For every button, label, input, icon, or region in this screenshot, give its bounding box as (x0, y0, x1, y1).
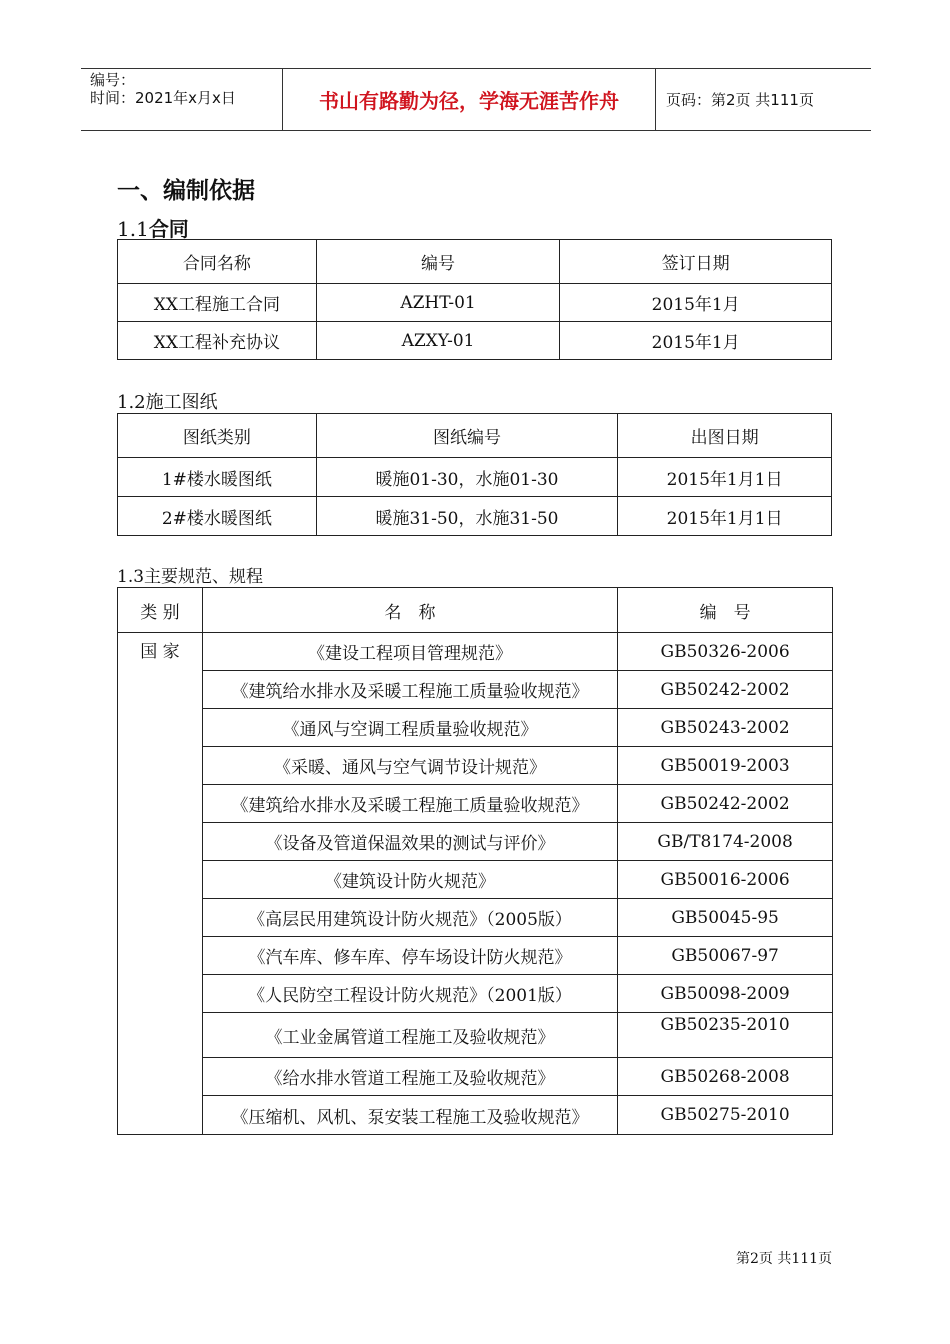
table-row (118, 747, 833, 785)
column-header: 名 称 (202, 588, 617, 633)
category-cell: 国 家 (118, 633, 203, 1135)
table-row (118, 1096, 833, 1135)
table-cell: 《汽车库、修车库、停车场设计防火规范》 (202, 937, 617, 975)
table-cell: 《建筑给水排水及采暖工程施工质量验收规范》 (202, 671, 617, 709)
contracts-heading (117, 213, 189, 242)
table-row (118, 823, 833, 861)
table-cell: 《给水排水管道工程施工及验收规范》 (202, 1058, 617, 1096)
table-header-row (118, 414, 832, 458)
table-cell: XX工程施工合同 (118, 284, 317, 322)
table-cell: AZHT-01 (316, 284, 560, 322)
table-cell: GB50045-95 (618, 899, 833, 937)
table-row (118, 709, 833, 747)
table-cell: 《通风与空调工程质量验收规范》 (202, 709, 617, 747)
table-cell: GB50019-2003 (618, 747, 833, 785)
table-cell: GB50242-2002 (618, 785, 833, 823)
table-row (118, 1058, 833, 1096)
page-header (81, 68, 871, 131)
header-motto: 书山有路勤为径，学海无涯苦作舟 (282, 69, 656, 130)
table-cell: GB/T8174-2008 (618, 823, 833, 861)
contracts-table (117, 239, 832, 360)
column-header: 编 号 (618, 588, 833, 633)
table-cell: GB50275-2010 (618, 1096, 833, 1135)
number-label: 编号： (90, 71, 136, 89)
drawings-heading: 1.2施工图纸 (117, 392, 218, 413)
table-row (118, 633, 833, 671)
table-cell: GB50243-2002 (618, 709, 833, 747)
table-cell: GB50242-2002 (618, 671, 833, 709)
table-cell: 暖施01-30，水施01-30 (316, 458, 618, 497)
table-cell: GB50235-2010 (618, 1013, 833, 1058)
column-header: 图纸类别 (118, 414, 317, 458)
contracts-heading-num: 1.1 (117, 217, 149, 241)
table-row (118, 861, 833, 899)
table-cell: GB50326-2006 (618, 633, 833, 671)
drawings-table (117, 413, 832, 536)
table-cell: 暖施31-50，水施31-50 (316, 497, 618, 536)
column-header: 合同名称 (118, 240, 317, 284)
standards-table (117, 587, 833, 1135)
table-cell: 《人民防空工程设计防火规范》（2001版） (202, 975, 617, 1013)
table-cell: 2015年1月 (560, 322, 832, 360)
table-row (118, 785, 833, 823)
table-row (118, 284, 832, 322)
table-row (118, 497, 832, 536)
column-header: 类 别 (118, 588, 203, 633)
column-header: 图纸编号 (316, 414, 618, 458)
table-cell: 2015年1月1日 (618, 458, 832, 497)
table-cell: 2015年1月1日 (618, 497, 832, 536)
table-cell: 1#楼水暖图纸 (118, 458, 317, 497)
table-cell: 《建设工程项目管理规范》 (202, 633, 617, 671)
standards-heading: 1.3主要规范、规程 (117, 567, 264, 587)
table-row (118, 937, 833, 975)
table-row (118, 899, 833, 937)
table-cell: XX工程补充协议 (118, 322, 317, 360)
table-cell: 《采暖、通风与空气调节设计规范》 (202, 747, 617, 785)
column-header: 签订日期 (560, 240, 832, 284)
table-header-row (118, 240, 832, 284)
table-cell: GB50016-2006 (618, 861, 833, 899)
table-cell: GB50268-2008 (618, 1058, 833, 1096)
table-cell: 《压缩机、风机、泵安装工程施工及验收规范》 (202, 1096, 617, 1135)
page-footer: 第2页 共111页 (736, 1251, 833, 1267)
table-cell: 《工业金属管道工程施工及验收规范》 (202, 1013, 617, 1058)
contracts-heading-text: 合同 (148, 217, 189, 241)
table-row (118, 671, 833, 709)
table-row (118, 458, 832, 497)
table-cell: GB50098-2009 (618, 975, 833, 1013)
table-cell: 《建筑给水排水及采暖工程施工质量验收规范》 (202, 785, 617, 823)
table-header-row (118, 588, 833, 633)
table-cell: GB50067-97 (618, 937, 833, 975)
header-left (81, 69, 282, 130)
table-cell: 2#楼水暖图纸 (118, 497, 317, 536)
table-row (118, 975, 833, 1013)
table-cell: 2015年1月 (560, 284, 832, 322)
section-title: 一、编制依据 (117, 178, 255, 204)
column-header: 编号 (316, 240, 560, 284)
table-cell: AZXY-01 (316, 322, 560, 360)
table-cell: 《建筑设计防火规范》 (202, 861, 617, 899)
time-label: 时间：2021年x月x日 (90, 89, 236, 107)
header-page-label: 页码：第2页 共111页 (666, 91, 814, 109)
table-cell: 《设备及管道保温效果的测试与评价》 (202, 823, 617, 861)
table-row (118, 322, 832, 360)
table-row (118, 1013, 833, 1058)
column-header: 出图日期 (618, 414, 832, 458)
table-cell: 《高层民用建筑设计防火规范》（2005版） (202, 899, 617, 937)
